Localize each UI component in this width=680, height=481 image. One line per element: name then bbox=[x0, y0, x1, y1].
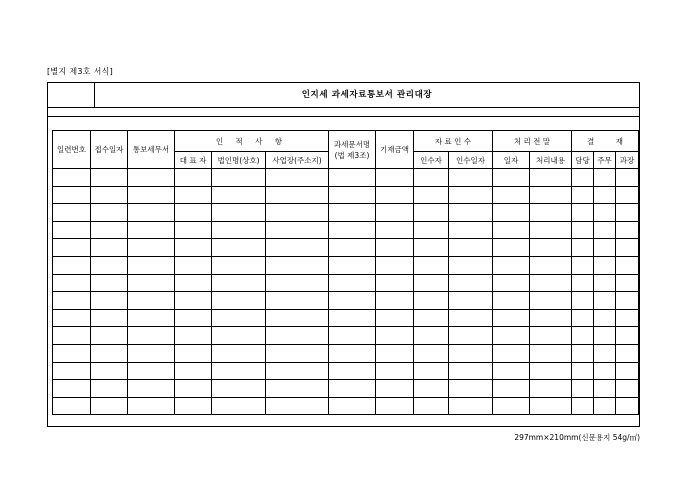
table-cell bbox=[376, 327, 414, 345]
table-cell bbox=[376, 292, 414, 310]
table-cell bbox=[53, 256, 91, 274]
table-row bbox=[53, 309, 639, 327]
table-cell bbox=[530, 274, 572, 292]
table-cell bbox=[414, 309, 449, 327]
table-cell bbox=[212, 309, 266, 327]
table-row bbox=[53, 327, 639, 345]
table-cell bbox=[53, 380, 91, 398]
table-cell bbox=[414, 169, 449, 187]
table-row bbox=[53, 380, 639, 398]
table-cell bbox=[266, 397, 329, 415]
table-cell bbox=[212, 221, 266, 239]
table-cell bbox=[493, 344, 530, 362]
header-notifying-office: 통보세무서 bbox=[128, 131, 175, 169]
table-cell bbox=[91, 309, 128, 327]
table-row bbox=[53, 221, 639, 239]
table-cell bbox=[530, 380, 572, 398]
table-cell bbox=[594, 239, 616, 257]
table-cell bbox=[449, 274, 493, 292]
ledger-table bbox=[52, 130, 639, 415]
table-cell bbox=[53, 204, 91, 222]
table-cell bbox=[91, 397, 128, 415]
table-cell bbox=[329, 344, 376, 362]
table-cell bbox=[175, 221, 212, 239]
table-cell bbox=[175, 204, 212, 222]
table-cell bbox=[91, 380, 128, 398]
table-cell bbox=[530, 186, 572, 204]
table-cell bbox=[572, 256, 594, 274]
table-cell bbox=[128, 274, 175, 292]
table-cell bbox=[530, 309, 572, 327]
table-cell bbox=[572, 204, 594, 222]
table-row bbox=[53, 274, 639, 292]
table-cell bbox=[376, 186, 414, 204]
table-cell bbox=[616, 239, 639, 257]
table-cell bbox=[212, 380, 266, 398]
table-cell bbox=[91, 204, 128, 222]
table-cell bbox=[266, 344, 329, 362]
table-cell bbox=[493, 292, 530, 310]
table-cell bbox=[53, 292, 91, 310]
table-cell bbox=[376, 256, 414, 274]
table-cell bbox=[594, 292, 616, 310]
table-cell bbox=[212, 204, 266, 222]
table-cell bbox=[572, 292, 594, 310]
table-cell bbox=[53, 309, 91, 327]
table-cell bbox=[449, 309, 493, 327]
header-data-takeover: 자 료 인 수 bbox=[414, 131, 493, 152]
table-cell bbox=[329, 256, 376, 274]
form-label: [별지 제3호 서식] bbox=[47, 67, 114, 76]
table-cell bbox=[493, 380, 530, 398]
table-cell bbox=[449, 327, 493, 345]
table-cell bbox=[616, 204, 639, 222]
table-cell bbox=[594, 309, 616, 327]
page-title: 인지세 과세자료통보서 관리대장 bbox=[301, 90, 433, 100]
table-cell bbox=[175, 292, 212, 310]
table-cell bbox=[530, 221, 572, 239]
table-cell bbox=[493, 309, 530, 327]
table-cell bbox=[572, 169, 594, 187]
table-cell bbox=[128, 169, 175, 187]
paper-spec-footer: 297mm×210mm(신문용지 54g/㎡) bbox=[514, 433, 640, 442]
table-cell bbox=[572, 380, 594, 398]
table-cell bbox=[329, 380, 376, 398]
table-cell bbox=[493, 327, 530, 345]
table-cell bbox=[212, 256, 266, 274]
table-row bbox=[53, 169, 639, 187]
table-cell bbox=[128, 186, 175, 204]
table-cell bbox=[128, 256, 175, 274]
table-cell bbox=[530, 397, 572, 415]
table-cell bbox=[594, 362, 616, 380]
table-cell bbox=[53, 362, 91, 380]
table-cell bbox=[616, 309, 639, 327]
table-cell bbox=[212, 186, 266, 204]
table-cell bbox=[329, 239, 376, 257]
table-cell bbox=[329, 186, 376, 204]
header-receipt-date: 접수일자 bbox=[91, 131, 128, 169]
table-cell bbox=[616, 362, 639, 380]
table-cell bbox=[414, 292, 449, 310]
table-cell bbox=[128, 292, 175, 310]
header-serial-no: 일련번호 bbox=[53, 131, 91, 169]
header-business-address: 사업장(주소지) bbox=[266, 152, 329, 169]
table-cell bbox=[449, 204, 493, 222]
table-cell bbox=[128, 397, 175, 415]
table-cell bbox=[594, 344, 616, 362]
table-cell bbox=[128, 362, 175, 380]
table-cell bbox=[493, 204, 530, 222]
header-approval: 결 재 bbox=[572, 131, 639, 152]
table-cell bbox=[266, 327, 329, 345]
table-cell bbox=[329, 362, 376, 380]
table-cell bbox=[572, 221, 594, 239]
header-approver-head: 과장 bbox=[616, 152, 639, 169]
table-cell bbox=[266, 292, 329, 310]
table-row bbox=[53, 397, 639, 415]
table-cell bbox=[329, 397, 376, 415]
table-cell bbox=[329, 292, 376, 310]
table-cell bbox=[414, 362, 449, 380]
table-row bbox=[53, 292, 639, 310]
table-cell bbox=[376, 309, 414, 327]
table-cell bbox=[594, 169, 616, 187]
table-cell bbox=[91, 292, 128, 310]
table-cell bbox=[128, 327, 175, 345]
table-cell bbox=[530, 169, 572, 187]
table-cell bbox=[414, 397, 449, 415]
table-cell bbox=[128, 309, 175, 327]
table-cell bbox=[128, 344, 175, 362]
divider-line bbox=[48, 116, 639, 117]
table-cell bbox=[414, 204, 449, 222]
table-cell bbox=[493, 239, 530, 257]
table-cell bbox=[212, 397, 266, 415]
table-cell bbox=[329, 204, 376, 222]
table-cell bbox=[376, 397, 414, 415]
table-cell bbox=[53, 327, 91, 345]
table-cell bbox=[572, 239, 594, 257]
header-approver-chief: 주무 bbox=[594, 152, 616, 169]
table-cell bbox=[53, 274, 91, 292]
table-cell bbox=[572, 274, 594, 292]
table-cell bbox=[449, 380, 493, 398]
table-cell bbox=[449, 292, 493, 310]
table-cell bbox=[212, 169, 266, 187]
table-cell bbox=[212, 274, 266, 292]
table-cell bbox=[449, 169, 493, 187]
table-row bbox=[53, 239, 639, 257]
table-cell bbox=[449, 397, 493, 415]
table-cell bbox=[414, 274, 449, 292]
table-cell bbox=[175, 362, 212, 380]
table-cell bbox=[414, 239, 449, 257]
table-cell bbox=[128, 221, 175, 239]
header-processing-date: 일자 bbox=[493, 152, 530, 169]
table-cell bbox=[414, 256, 449, 274]
table-cell bbox=[449, 239, 493, 257]
table-cell bbox=[616, 169, 639, 187]
table-cell bbox=[212, 292, 266, 310]
header-corporate-name: 법인명(상호) bbox=[212, 152, 266, 169]
table-cell bbox=[594, 380, 616, 398]
header-processing-detail: 처리내용 bbox=[530, 152, 572, 169]
table-cell bbox=[616, 256, 639, 274]
table-cell bbox=[376, 380, 414, 398]
header-receiver: 인수자 bbox=[414, 152, 449, 169]
table-cell bbox=[212, 344, 266, 362]
table-cell bbox=[572, 327, 594, 345]
table-cell bbox=[175, 344, 212, 362]
table-cell bbox=[616, 327, 639, 345]
table-cell bbox=[175, 256, 212, 274]
table-cell bbox=[175, 380, 212, 398]
table-cell bbox=[414, 186, 449, 204]
table-cell bbox=[616, 397, 639, 415]
table-cell bbox=[91, 327, 128, 345]
table-cell bbox=[530, 362, 572, 380]
table-cell bbox=[266, 204, 329, 222]
table-cell bbox=[493, 256, 530, 274]
table-cell bbox=[594, 221, 616, 239]
ledger-body bbox=[53, 169, 639, 415]
table-cell bbox=[91, 239, 128, 257]
header-representative: 대 표 자 bbox=[175, 152, 212, 169]
table-cell bbox=[572, 309, 594, 327]
table-cell bbox=[329, 309, 376, 327]
table-cell bbox=[572, 186, 594, 204]
table-cell bbox=[266, 186, 329, 204]
table-cell bbox=[616, 292, 639, 310]
table-cell bbox=[329, 169, 376, 187]
header-approver-staff: 담당 bbox=[572, 152, 594, 169]
table-row bbox=[53, 344, 639, 362]
table-cell bbox=[493, 221, 530, 239]
table-cell bbox=[449, 186, 493, 204]
header-taxable-doc-law: (법 제3조) bbox=[334, 150, 370, 160]
table-cell bbox=[616, 221, 639, 239]
table-cell bbox=[594, 274, 616, 292]
header-processing: 처 리 전 말 bbox=[493, 131, 572, 152]
table-cell bbox=[128, 204, 175, 222]
table-cell bbox=[128, 380, 175, 398]
table-cell bbox=[414, 327, 449, 345]
table-cell bbox=[449, 362, 493, 380]
table-cell bbox=[91, 186, 128, 204]
table-cell bbox=[175, 397, 212, 415]
table-cell bbox=[53, 239, 91, 257]
table-cell bbox=[572, 397, 594, 415]
table-cell bbox=[266, 274, 329, 292]
header-taxable-doc-name: 과세문서명 bbox=[333, 139, 371, 149]
table-cell bbox=[212, 327, 266, 345]
table-cell bbox=[175, 239, 212, 257]
header-amount: 기재금액 bbox=[376, 131, 414, 169]
table-cell bbox=[530, 292, 572, 310]
table-cell bbox=[91, 256, 128, 274]
table-cell bbox=[414, 221, 449, 239]
header-takeover-date: 인수일자 bbox=[449, 152, 493, 169]
table-cell bbox=[128, 239, 175, 257]
table-cell bbox=[329, 221, 376, 239]
table-cell bbox=[266, 362, 329, 380]
table-cell bbox=[572, 344, 594, 362]
table-cell bbox=[266, 309, 329, 327]
table-cell bbox=[175, 169, 212, 187]
table-cell bbox=[594, 204, 616, 222]
header-personal-info: 인 적 사 항 bbox=[175, 131, 329, 152]
table-cell bbox=[53, 186, 91, 204]
table-cell bbox=[594, 186, 616, 204]
table-cell bbox=[530, 256, 572, 274]
table-cell bbox=[91, 344, 128, 362]
table-cell bbox=[449, 344, 493, 362]
table-cell bbox=[530, 204, 572, 222]
table-cell bbox=[376, 204, 414, 222]
header-taxable-doc bbox=[329, 131, 376, 169]
table-cell bbox=[175, 309, 212, 327]
table-cell bbox=[376, 169, 414, 187]
table-cell bbox=[91, 169, 128, 187]
table-cell bbox=[530, 239, 572, 257]
ledger-frame bbox=[47, 82, 640, 427]
table-cell bbox=[329, 274, 376, 292]
table-cell bbox=[266, 169, 329, 187]
table-cell bbox=[572, 362, 594, 380]
table-cell bbox=[594, 327, 616, 345]
table-cell bbox=[594, 256, 616, 274]
table-cell bbox=[91, 362, 128, 380]
table-cell bbox=[212, 239, 266, 257]
table-cell bbox=[616, 344, 639, 362]
table-cell bbox=[449, 256, 493, 274]
table-cell bbox=[175, 274, 212, 292]
table-cell bbox=[266, 256, 329, 274]
table-cell bbox=[493, 169, 530, 187]
table-row bbox=[53, 204, 639, 222]
table-cell bbox=[376, 239, 414, 257]
table-cell bbox=[266, 380, 329, 398]
table-cell bbox=[493, 397, 530, 415]
title-row bbox=[48, 83, 639, 108]
table-cell bbox=[616, 274, 639, 292]
table-cell bbox=[53, 221, 91, 239]
table-cell bbox=[493, 274, 530, 292]
table-cell bbox=[329, 327, 376, 345]
table-cell bbox=[175, 186, 212, 204]
table-cell bbox=[91, 221, 128, 239]
table-cell bbox=[376, 221, 414, 239]
table-cell bbox=[414, 344, 449, 362]
table-row bbox=[53, 186, 639, 204]
table-cell bbox=[449, 221, 493, 239]
table-cell bbox=[594, 397, 616, 415]
table-cell bbox=[493, 362, 530, 380]
table-cell bbox=[53, 344, 91, 362]
table-cell bbox=[53, 397, 91, 415]
title-left-cell bbox=[48, 83, 95, 107]
table-cell bbox=[91, 274, 128, 292]
table-cell bbox=[212, 362, 266, 380]
table-cell bbox=[175, 327, 212, 345]
table-cell bbox=[376, 362, 414, 380]
table-cell bbox=[376, 274, 414, 292]
table-cell bbox=[266, 221, 329, 239]
table-cell bbox=[530, 344, 572, 362]
table-cell bbox=[616, 380, 639, 398]
header-row-1 bbox=[53, 131, 639, 152]
table-cell bbox=[266, 239, 329, 257]
table-cell bbox=[616, 186, 639, 204]
table-cell bbox=[53, 169, 91, 187]
table-cell bbox=[376, 344, 414, 362]
table-cell bbox=[414, 380, 449, 398]
table-row bbox=[53, 256, 639, 274]
table-row bbox=[53, 362, 639, 380]
table-cell bbox=[493, 186, 530, 204]
table-cell bbox=[530, 327, 572, 345]
